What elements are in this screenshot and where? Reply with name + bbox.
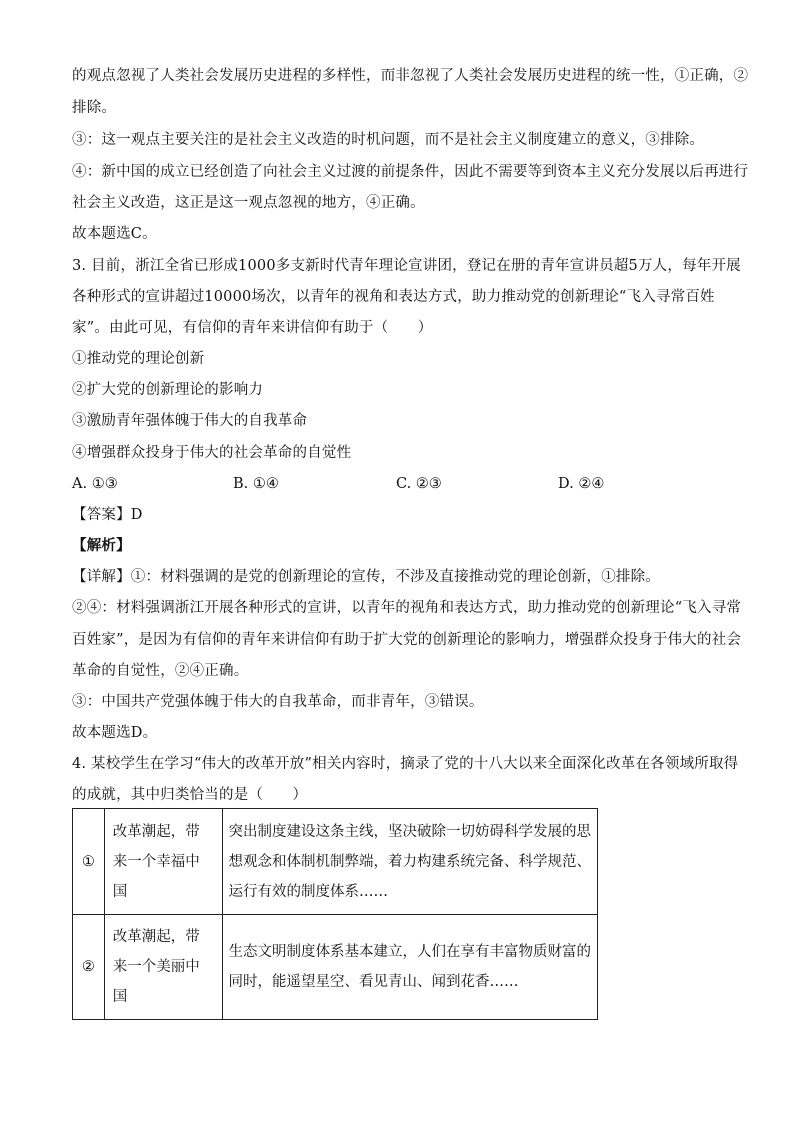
question-3-stem: 各种形式的宣讲超过10000场次，以青年的视角和表达方式，助力推动党的创新理论“飞入寻常百姓 <box>72 289 715 305</box>
row-description <box>222 915 598 1020</box>
row-number: ② <box>73 915 105 1020</box>
question-3-stem: 家”。由此可见，有信仰的青年来讲信仰有助于（ ） <box>72 320 433 336</box>
detail-line: 【详解】①：材料强调的是党的创新理论的宣传，不涉及直接推动党的理论创新，①排除。 <box>72 569 660 585</box>
answer-text: 【答案】D <box>72 507 143 523</box>
option-a: A. ①③ <box>72 476 118 492</box>
row-description <box>222 809 598 915</box>
row-number: ① <box>73 809 105 915</box>
row-category <box>104 809 222 915</box>
analysis-label: 【解析】 <box>72 537 131 554</box>
paragraph-line: 社会主义改造，这正是这一观点忽视的地方，④正确。 <box>72 195 425 211</box>
paragraph-line: ③：这一观点主要关注的是社会主义改造的时机问题，而不是社会主义制度建立的意义，③排除。 <box>72 132 705 148</box>
category-line: 来一个幸福中 <box>112 853 200 870</box>
detail-line: ③：中国共产党强体魄于伟大的自我革命，而非青年，③错误。 <box>72 694 484 710</box>
description-line: 突出制度建设这条主线，坚决破除一切妨碍科学发展的思 <box>228 823 591 840</box>
description-line: 想观念和体制机制弊端，着力构建系统完备、科学规范、 <box>228 853 591 870</box>
paragraph-line: ④：新中国的成立已经创造了向社会主义过渡的前提条件，因此不需要等到资本主义充分发展以后再进行 <box>72 164 749 180</box>
detail-line: 百姓家”，是因为有信仰的青年来讲信仰有助于扩大党的创新理论的影响力，增强群众投身于伟大的社会 <box>72 632 742 648</box>
paragraph-line: 排除。 <box>72 100 117 116</box>
table-row <box>73 809 598 915</box>
classification-table <box>72 808 598 1020</box>
detail-line: 革命的自觉性，②④正确。 <box>72 663 249 679</box>
statement-item: ②扩大党的创新理论的影响力 <box>72 382 264 398</box>
option-c: C. ②③ <box>396 476 442 492</box>
option-d: D. ②④ <box>558 476 605 492</box>
question-4-stem: 4. 某校学生在学习“伟大的改革开放”相关内容时，摘录了党的十八大以来全面深化改革在各领域所取得 <box>72 756 739 772</box>
question-3-stem: 3. 目前，浙江全省已形成1000多支新时代青年理论宣讲团，登记在册的青年宣讲员超5万人，每年开展 <box>72 258 741 274</box>
conclusion-text: 故本题选C。 <box>72 226 157 242</box>
description-line: 生态文明制度体系基本建立，人们在享有丰富物质财富的 <box>228 944 591 960</box>
table-row <box>73 915 598 1020</box>
row-category <box>104 915 222 1020</box>
category-line: 改革潮起，带 <box>112 929 200 945</box>
category-line: 国 <box>112 883 128 900</box>
category-line: 国 <box>112 989 128 1005</box>
option-b: B. ①④ <box>233 476 279 492</box>
statement-item: ①推动党的理论创新 <box>72 351 205 367</box>
detail-line: ②④：材料强调浙江开展各种形式的宣讲，以青年的视角和表达方式，助力推动党的创新理论“飞入寻常 <box>72 600 742 616</box>
category-line: 来一个美丽中 <box>112 959 200 975</box>
paragraph-line: 的观点忽视了人类社会发展历史进程的多样性，而非忽视了人类社会发展历史进程的统一性，①正确，② <box>72 68 749 84</box>
description-line: 同时，能遥望星空、看见青山、闻到花香…… <box>228 974 519 990</box>
category-line: 改革潮起，带 <box>112 823 200 840</box>
statement-item: ④增强群众投身于伟大的社会革命的自觉性 <box>72 445 352 461</box>
description-line: 运行有效的制度体系…… <box>228 883 388 900</box>
question-4-stem: 的成就，其中归类恰当的是（ ） <box>72 787 308 803</box>
statement-item: ③激励青年强体魄于伟大的自我革命 <box>72 413 308 429</box>
conclusion-text: 故本题选D。 <box>72 725 158 741</box>
